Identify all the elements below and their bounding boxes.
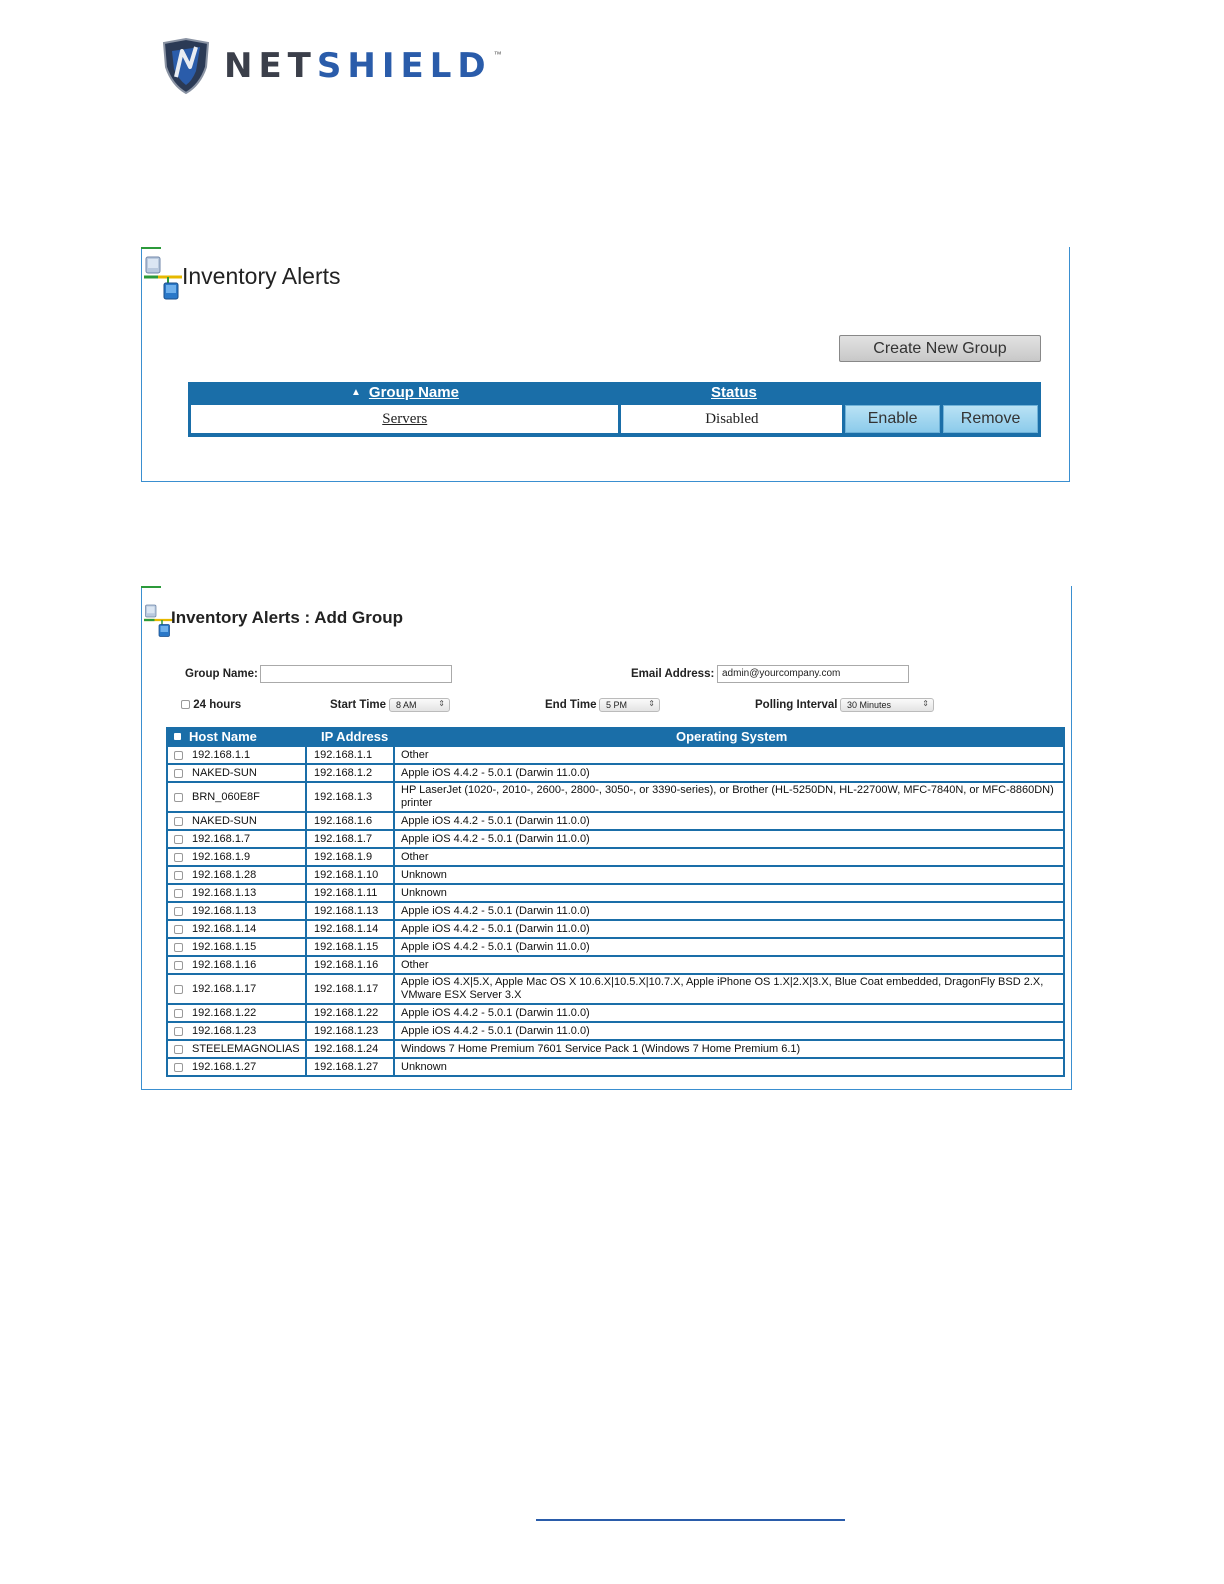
host-name: 192.168.1.23 <box>192 1025 257 1037</box>
host-name-cell <box>168 1059 305 1075</box>
group-status: Disabled <box>621 405 842 433</box>
host-name-cell <box>168 747 305 763</box>
operating-system-cell: Apple iOS 4.4.2 - 5.0.1 (Darwin 11.0.0) <box>395 939 1063 955</box>
row-checkbox[interactable] <box>174 1027 183 1036</box>
group-table <box>188 382 1041 437</box>
host-name: 192.168.1.13 <box>192 887 257 899</box>
end-time-select[interactable] <box>599 698 660 712</box>
host-name: 192.168.1.7 <box>192 833 251 845</box>
ip-address-cell: 192.168.1.11 <box>307 885 393 901</box>
hosts-table-header <box>168 727 1063 747</box>
row-checkbox[interactable] <box>174 907 183 916</box>
table-row[interactable] <box>168 903 1063 919</box>
start-time-select[interactable] <box>389 698 450 712</box>
host-name-cell <box>168 765 305 781</box>
sort-ascending-icon: ▲ <box>351 387 361 398</box>
select-all-checkbox[interactable] <box>174 733 181 740</box>
host-name-cell <box>168 1041 305 1057</box>
table-row[interactable] <box>168 747 1063 763</box>
operating-system-cell: Apple iOS 4.4.2 - 5.0.1 (Darwin 11.0.0) <box>395 1005 1063 1021</box>
select-arrows-icon: ⇕ <box>438 699 445 708</box>
operating-system-cell: Apple iOS 4.X|5.X, Apple Mac OS X 10.6.X|10.5.X|10.7.X, Apple iPhone OS 1.X|2.X|3.X, Blue Coat embedded, DragonFly BSD 2.X, VMware ESX Server 3.X <box>395 975 1063 1003</box>
ip-address-cell: 192.168.1.23 <box>307 1023 393 1039</box>
host-name: 192.168.1.1 <box>192 749 251 761</box>
row-checkbox[interactable] <box>174 943 183 952</box>
operating-system-cell: Unknown <box>395 885 1063 901</box>
trademark: ™ <box>493 50 502 59</box>
host-name: 192.168.1.14 <box>192 923 257 935</box>
ip-address-cell: 192.168.1.6 <box>307 813 393 829</box>
host-name: 192.168.1.17 <box>192 983 257 995</box>
table-row[interactable] <box>168 765 1063 781</box>
ip-address-cell: 192.168.1.7 <box>307 831 393 847</box>
ip-address-cell: 192.168.1.1 <box>307 747 393 763</box>
operating-system-cell: Other <box>395 957 1063 973</box>
polling-interval-value: 30 Minutes <box>847 700 892 710</box>
group-name-input[interactable] <box>260 665 452 683</box>
ip-address-cell: 192.168.1.17 <box>307 975 393 1003</box>
end-time-value: 5 PM <box>606 700 628 710</box>
email-address-label: Email Address: <box>631 668 715 680</box>
host-name-cell <box>168 975 305 1003</box>
operating-system-cell: Other <box>395 747 1063 763</box>
inventory-alerts-panel <box>141 247 1070 482</box>
row-checkbox[interactable] <box>174 925 183 934</box>
host-name: 192.168.1.28 <box>192 869 257 881</box>
table-row[interactable] <box>168 1041 1063 1057</box>
row-checkbox[interactable] <box>174 769 183 778</box>
host-name: NAKED-SUN <box>192 815 257 827</box>
host-name: NAKED-SUN <box>192 767 257 779</box>
operating-system-cell: Unknown <box>395 1059 1063 1075</box>
host-name: 192.168.1.15 <box>192 941 257 953</box>
polling-interval-label: Polling Interval <box>755 699 838 711</box>
hosts-table-body <box>168 747 1063 1075</box>
ip-address-cell: 192.168.1.3 <box>307 783 393 811</box>
table-row[interactable] <box>168 939 1063 955</box>
ip-address-cell: 192.168.1.27 <box>307 1059 393 1075</box>
ip-address-cell: 192.168.1.10 <box>307 867 393 883</box>
remove-button[interactable]: Remove <box>943 405 1038 433</box>
ip-address-cell: 192.168.1.24 <box>307 1041 393 1057</box>
add-group-title: Inventory Alerts : Add Group <box>171 608 404 627</box>
create-new-group-button[interactable]: Create New Group <box>839 335 1041 362</box>
logo-text-shield: SHIELD <box>316 46 492 86</box>
ip-address-cell: 192.168.1.15 <box>307 939 393 955</box>
table-row[interactable] <box>168 921 1063 937</box>
host-name-cell <box>168 783 305 811</box>
row-checkbox[interactable] <box>174 751 183 760</box>
table-row[interactable] <box>168 885 1063 901</box>
sort-status-link[interactable]: Status <box>711 384 757 401</box>
ip-address-cell: 192.168.1.9 <box>307 849 393 865</box>
operating-system-cell: Apple iOS 4.4.2 - 5.0.1 (Darwin 11.0.0) <box>395 903 1063 919</box>
host-name: 192.168.1.22 <box>192 1007 257 1019</box>
host-name: 192.168.1.27 <box>192 1061 257 1073</box>
polling-interval-select[interactable] <box>840 698 934 712</box>
host-name-cell <box>168 939 305 955</box>
table-row[interactable] <box>168 831 1063 847</box>
table-row[interactable] <box>168 1059 1063 1075</box>
host-name: 192.168.1.9 <box>192 851 251 863</box>
host-name-cell <box>168 813 305 829</box>
logo-text-net: NET <box>224 46 317 86</box>
netshield-logo <box>160 36 502 96</box>
host-name-cell <box>168 849 305 865</box>
network-icon <box>144 253 184 306</box>
host-name: 192.168.1.16 <box>192 959 257 971</box>
host-name: 192.168.1.13 <box>192 905 257 917</box>
select-arrows-icon: ⇕ <box>648 699 655 708</box>
table-row[interactable] <box>168 849 1063 865</box>
row-checkbox[interactable] <box>174 1009 183 1018</box>
operating-system-cell: Unknown <box>395 867 1063 883</box>
host-name-cell <box>168 885 305 901</box>
host-name-cell <box>168 1005 305 1021</box>
table-row[interactable] <box>168 867 1063 883</box>
hosts-table <box>166 727 1065 1077</box>
enable-button[interactable]: Enable <box>845 405 940 433</box>
host-name-cell <box>168 1023 305 1039</box>
email-address-input[interactable]: admin@yourcompany.com <box>717 665 909 683</box>
operating-system-cell: Apple iOS 4.4.2 - 5.0.1 (Darwin 11.0.0) <box>395 1023 1063 1039</box>
row-checkbox[interactable] <box>174 1063 183 1072</box>
start-time-label: Start Time <box>330 699 387 711</box>
operating-system-cell: Windows 7 Home Premium 7601 Service Pack 1 (Windows 7 Home Premium 6.1) <box>395 1041 1063 1057</box>
row-checkbox[interactable] <box>174 961 183 970</box>
start-time-value: 8 AM <box>396 700 417 710</box>
table-row[interactable] <box>168 813 1063 829</box>
table-row[interactable] <box>168 1005 1063 1021</box>
host-name-cell <box>168 957 305 973</box>
operating-system-cell: Apple iOS 4.4.2 - 5.0.1 (Darwin 11.0.0) <box>395 831 1063 847</box>
ip-address-cell: 192.168.1.2 <box>307 765 393 781</box>
operating-system-cell: HP LaserJet (1020-, 2010-, 2600-, 2800-, 3050-, or 3390-series), or Brother (HL-5250DN, HL-22700W, MFC-7840N, or MFC-8860DN) printer <box>395 783 1063 811</box>
page-title: Inventory Alerts <box>182 263 341 289</box>
select-arrows-icon: ⇕ <box>922 699 929 708</box>
row-checkbox[interactable] <box>174 871 183 880</box>
24-hours-label: 24 hours <box>193 699 242 711</box>
operating-system-cell: Apple iOS 4.4.2 - 5.0.1 (Darwin 11.0.0) <box>395 813 1063 829</box>
group-table-header <box>191 382 1038 403</box>
operating-system-cell: Apple iOS 4.4.2 - 5.0.1 (Darwin 11.0.0) <box>395 921 1063 937</box>
ip-address-cell: 192.168.1.22 <box>307 1005 393 1021</box>
group-name-link[interactable]: Servers <box>191 405 618 433</box>
table-row[interactable] <box>168 957 1063 973</box>
ip-address-header: IP Address <box>321 729 389 744</box>
table-row[interactable] <box>168 783 1063 811</box>
host-name-cell <box>168 867 305 883</box>
row-checkbox[interactable] <box>174 985 183 994</box>
row-checkbox[interactable] <box>174 853 183 862</box>
24-hours-checkbox[interactable] <box>181 700 190 709</box>
host-name-cell <box>168 831 305 847</box>
host-name: STEELEMAGNOLIAS <box>192 1043 300 1055</box>
host-name-header: Host Name <box>189 729 257 744</box>
group-row <box>191 405 1038 433</box>
host-name-cell <box>168 903 305 919</box>
operating-system-cell: Apple iOS 4.4.2 - 5.0.1 (Darwin 11.0.0) <box>395 765 1063 781</box>
footer-link-underline <box>536 1519 845 1521</box>
host-name: BRN_060E8F <box>192 791 260 803</box>
ip-address-cell: 192.168.1.16 <box>307 957 393 973</box>
row-checkbox[interactable] <box>174 793 183 802</box>
table-row[interactable] <box>168 975 1063 1003</box>
group-name-label: Group Name: <box>185 668 258 680</box>
row-checkbox[interactable] <box>174 817 183 826</box>
ip-address-cell: 192.168.1.13 <box>307 903 393 919</box>
end-time-label: End Time <box>545 699 597 711</box>
shield-logo-icon <box>160 37 212 95</box>
sort-group-name-link[interactable]: Group Name <box>368 384 459 401</box>
network-icon <box>144 602 174 643</box>
operating-system-header: Operating System <box>676 729 788 744</box>
host-name-cell <box>168 921 305 937</box>
table-row[interactable] <box>168 1023 1063 1039</box>
operating-system-cell: Other <box>395 849 1063 865</box>
row-checkbox[interactable] <box>174 1045 183 1054</box>
row-checkbox[interactable] <box>174 835 183 844</box>
add-group-panel <box>141 586 1072 1090</box>
row-checkbox[interactable] <box>174 889 183 898</box>
ip-address-cell: 192.168.1.14 <box>307 921 393 937</box>
